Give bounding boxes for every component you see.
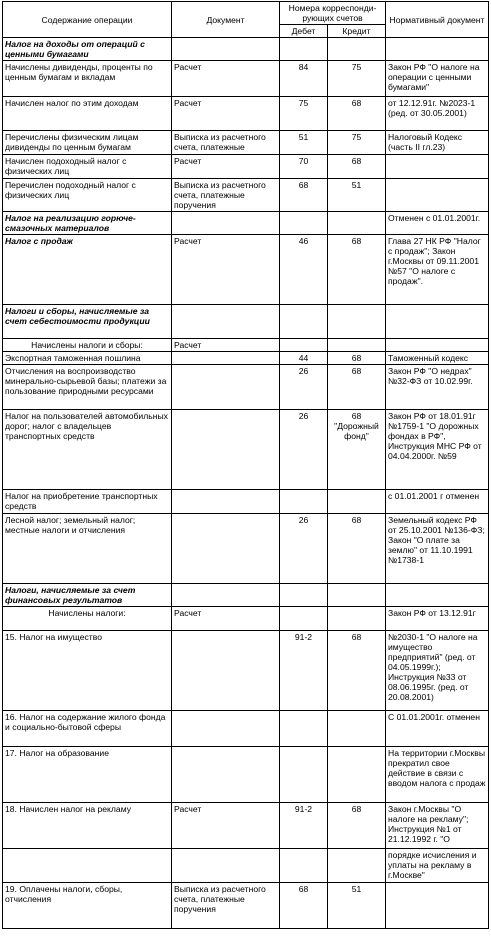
table-row — [3, 61, 489, 97]
table-row — [3, 883, 489, 929]
cell-debit: 51 — [280, 131, 328, 155]
cell-operation — [3, 849, 172, 883]
cell-operation: Налог на пользователей автомобильных дорог; налог с владельцев транспортных средств — [3, 410, 172, 490]
cell-document — [172, 365, 280, 410]
table-row — [3, 711, 489, 747]
cell-operation: Налог с продаж — [3, 235, 172, 305]
cell-document: Выписка из расчетного счета, платежные — [172, 131, 280, 155]
cell-credit — [328, 339, 386, 352]
cell-normative: с 01.01.2001 г отменен — [386, 490, 489, 514]
accounting-table — [2, 1, 489, 929]
cell-operation: Начислен подоходный налог с физических лиц — [3, 155, 172, 179]
cell-debit: 26 — [280, 410, 328, 490]
cell-document: Выписка из расчетного счета, платежные поручения — [172, 179, 280, 212]
cell-debit — [280, 339, 328, 352]
cell-debit — [280, 607, 328, 631]
cell-debit: 44 — [280, 352, 328, 365]
cell-document — [172, 631, 280, 711]
cell-normative: Закон РФ "О налоге на операции с ценными бумагами" — [386, 61, 489, 97]
cell-normative: Закон РФ от 18.01.91г №1759-1 "О дорожных фондах в РФ", Инструкция МНС РФ от 04.04.2000г. №59 — [386, 410, 489, 490]
cell-operation: Лесной налог; земельный налог; местные налоги и отчисления — [3, 514, 172, 584]
table-row — [3, 747, 489, 803]
cell-debit — [280, 490, 328, 514]
cell-normative: №2030-1 "О налоге на имущество предприятий" (ред. от 04.05.1999г.); Инструкция №33 от 08.06.1995г. (ред. от 20.08.2001) — [386, 631, 489, 711]
cell-debit: 68 — [280, 179, 328, 212]
table-row — [3, 179, 489, 212]
table-row — [3, 803, 489, 849]
cell-credit: 51 — [328, 883, 386, 929]
cell-credit — [328, 711, 386, 747]
cell-normative: Таможенный кодекс — [386, 352, 489, 365]
cell-document: Расчет — [172, 803, 280, 849]
cell-operation: 15. Налог на имущество — [3, 631, 172, 711]
cell-operation: Начислены дивиденды, проценты по ценным бумагам и вкладам — [3, 61, 172, 97]
table-row — [3, 131, 489, 155]
cell-document — [172, 711, 280, 747]
cell-credit — [328, 607, 386, 631]
cell-document: Расчет — [172, 607, 280, 631]
table-row — [3, 631, 489, 711]
table-row — [3, 514, 489, 584]
cell-normative: На территории г.Москвы прекратил свое действие в связи с вводом налога с продаж — [386, 747, 489, 803]
cell-normative: порядке исчисления и уплаты на рекламу в г.Москве" — [386, 849, 489, 883]
cell-operation: Налоги и сборы, начисляемые за счет себестоимости продукции — [3, 305, 172, 339]
cell-debit — [280, 711, 328, 747]
cell-credit: 68 — [328, 365, 386, 410]
table-header-row — [3, 2, 489, 25]
cell-debit: 91-2 — [280, 803, 328, 849]
cell-document: Расчет — [172, 339, 280, 352]
table-row — [3, 339, 489, 352]
cell-credit — [328, 747, 386, 803]
table-row — [3, 97, 489, 131]
header-credit: Кредит — [328, 25, 386, 38]
header-operation: Содержание операции — [3, 2, 172, 38]
cell-document: Расчет — [172, 155, 280, 179]
cell-debit — [280, 747, 328, 803]
cell-normative: Налоговый Кодекс (часть II гл.23) — [386, 131, 489, 155]
cell-operation: 18. Начислен налог на рекламу — [3, 803, 172, 849]
table-row — [3, 410, 489, 490]
cell-operation: Экспортная таможенная пошлина — [3, 352, 172, 365]
table-row — [3, 490, 489, 514]
cell-document: Расчет — [172, 235, 280, 305]
cell-operation: Налоги, начисляемые за счет финансовых результатов — [3, 584, 172, 607]
cell-normative — [386, 339, 489, 352]
section-row — [3, 305, 489, 339]
cell-operation: 17. Налог на образование — [3, 747, 172, 803]
section-row — [3, 212, 489, 235]
cell-operation: Начислены налоги и сборы: — [3, 339, 172, 352]
cell-document — [172, 514, 280, 584]
cell-credit: 75 — [328, 61, 386, 97]
cell-debit: 70 — [280, 155, 328, 179]
cell-document — [172, 849, 280, 883]
cell-operation: Налог на доходы от операций с ценными бумагами — [3, 38, 172, 61]
cell-operation: Начислены налоги: — [3, 607, 172, 631]
cell-normative: Закон г.Москвы "О налоге на рекламу"; Инструкция №1 от 21.12.1992 г. "О — [386, 803, 489, 849]
cell-debit — [280, 849, 328, 883]
cell-normative: Земельный кодекс РФ от 25.10.2001 №136-ФЗ; Закон "О плате за землю" от 11.10.1991 №1738-1 — [386, 514, 489, 584]
cell-normative: С 01.01.2001г. отменен — [386, 711, 489, 747]
cell-normative — [386, 883, 489, 929]
header-accounts: Номера корреспонди-рующих счетов — [280, 2, 386, 25]
cell-debit: 68 — [280, 883, 328, 929]
section-row — [3, 38, 489, 61]
cell-debit: 26 — [280, 514, 328, 584]
table-row — [3, 365, 489, 410]
cell-credit: 51 — [328, 179, 386, 212]
cell-credit: 75 — [328, 131, 386, 155]
cell-normative: Закон РФ от 13.12.91г — [386, 607, 489, 631]
cell-normative: от 12.12.91г. №2023-1 (ред. от 30.05.2001) — [386, 97, 489, 131]
cell-debit: 26 — [280, 365, 328, 410]
cell-operation: Перечислен подоходный налог с физических лиц — [3, 179, 172, 212]
cell-credit: 68 — [328, 97, 386, 131]
cell-debit: 75 — [280, 97, 328, 131]
cell-operation: 16. Налог на содержание жилого фонда и социально-бытовой сферы — [3, 711, 172, 747]
cell-operation: Отчисления на воспроизводство минерально-сырьевой базы; платежи за пользование природными ресурсами — [3, 365, 172, 410]
cell-document — [172, 490, 280, 514]
cell-debit: 46 — [280, 235, 328, 305]
cell-document: Расчет — [172, 97, 280, 131]
cell-document — [172, 747, 280, 803]
cell-credit: 68 — [328, 235, 386, 305]
cell-credit — [328, 849, 386, 883]
cell-credit: 68 — [328, 803, 386, 849]
cell-debit: 91-2 — [280, 631, 328, 711]
table-row — [3, 849, 489, 883]
cell-operation: Перечислены физическим лицам дивиденды по ценным бумагам — [3, 131, 172, 155]
cell-credit: 68 — [328, 155, 386, 179]
cell-operation: Налог на реализацию горюче-смазочных материалов — [3, 212, 172, 235]
table-row — [3, 155, 489, 179]
table-row — [3, 352, 489, 365]
cell-operation: Налог на приобретение транспортных средств — [3, 490, 172, 514]
cell-debit: 84 — [280, 61, 328, 97]
header-normative: Нормативный документ — [386, 2, 489, 38]
cell-credit — [328, 490, 386, 514]
cell-document — [172, 410, 280, 490]
cell-operation: 19. Оплачены налоги, сборы, отчисления — [3, 883, 172, 929]
cell-normative: Глава 27 НК РФ "Налог с продаж"; Закон г.Москвы от 09.11.2001 №57 "О налоге с продаж". — [386, 235, 489, 305]
cell-document — [172, 352, 280, 365]
cell-document: Расчет — [172, 61, 280, 97]
cell-normative — [386, 179, 489, 212]
cell-credit: 68 — [328, 631, 386, 711]
table-row — [3, 607, 489, 631]
cell-normative — [386, 155, 489, 179]
cell-credit: 68 — [328, 514, 386, 584]
section-row — [3, 584, 489, 607]
cell-normative: Отменен с 01.01.2001г. — [386, 212, 489, 235]
cell-operation: Начислен налог по этим доходам — [3, 97, 172, 131]
cell-normative: Закон РФ "О недрах" №32-ФЗ от 10.02.99г. — [386, 365, 489, 410]
cell-credit: 68 — [328, 352, 386, 365]
header-debit: Дебет — [280, 25, 328, 38]
section-row — [3, 235, 489, 305]
header-document: Документ — [172, 2, 280, 38]
cell-document: Выписка из расчетного счета, платежные поручения — [172, 883, 280, 929]
cell-credit: 68 "Дорожный фонд" — [328, 410, 386, 490]
